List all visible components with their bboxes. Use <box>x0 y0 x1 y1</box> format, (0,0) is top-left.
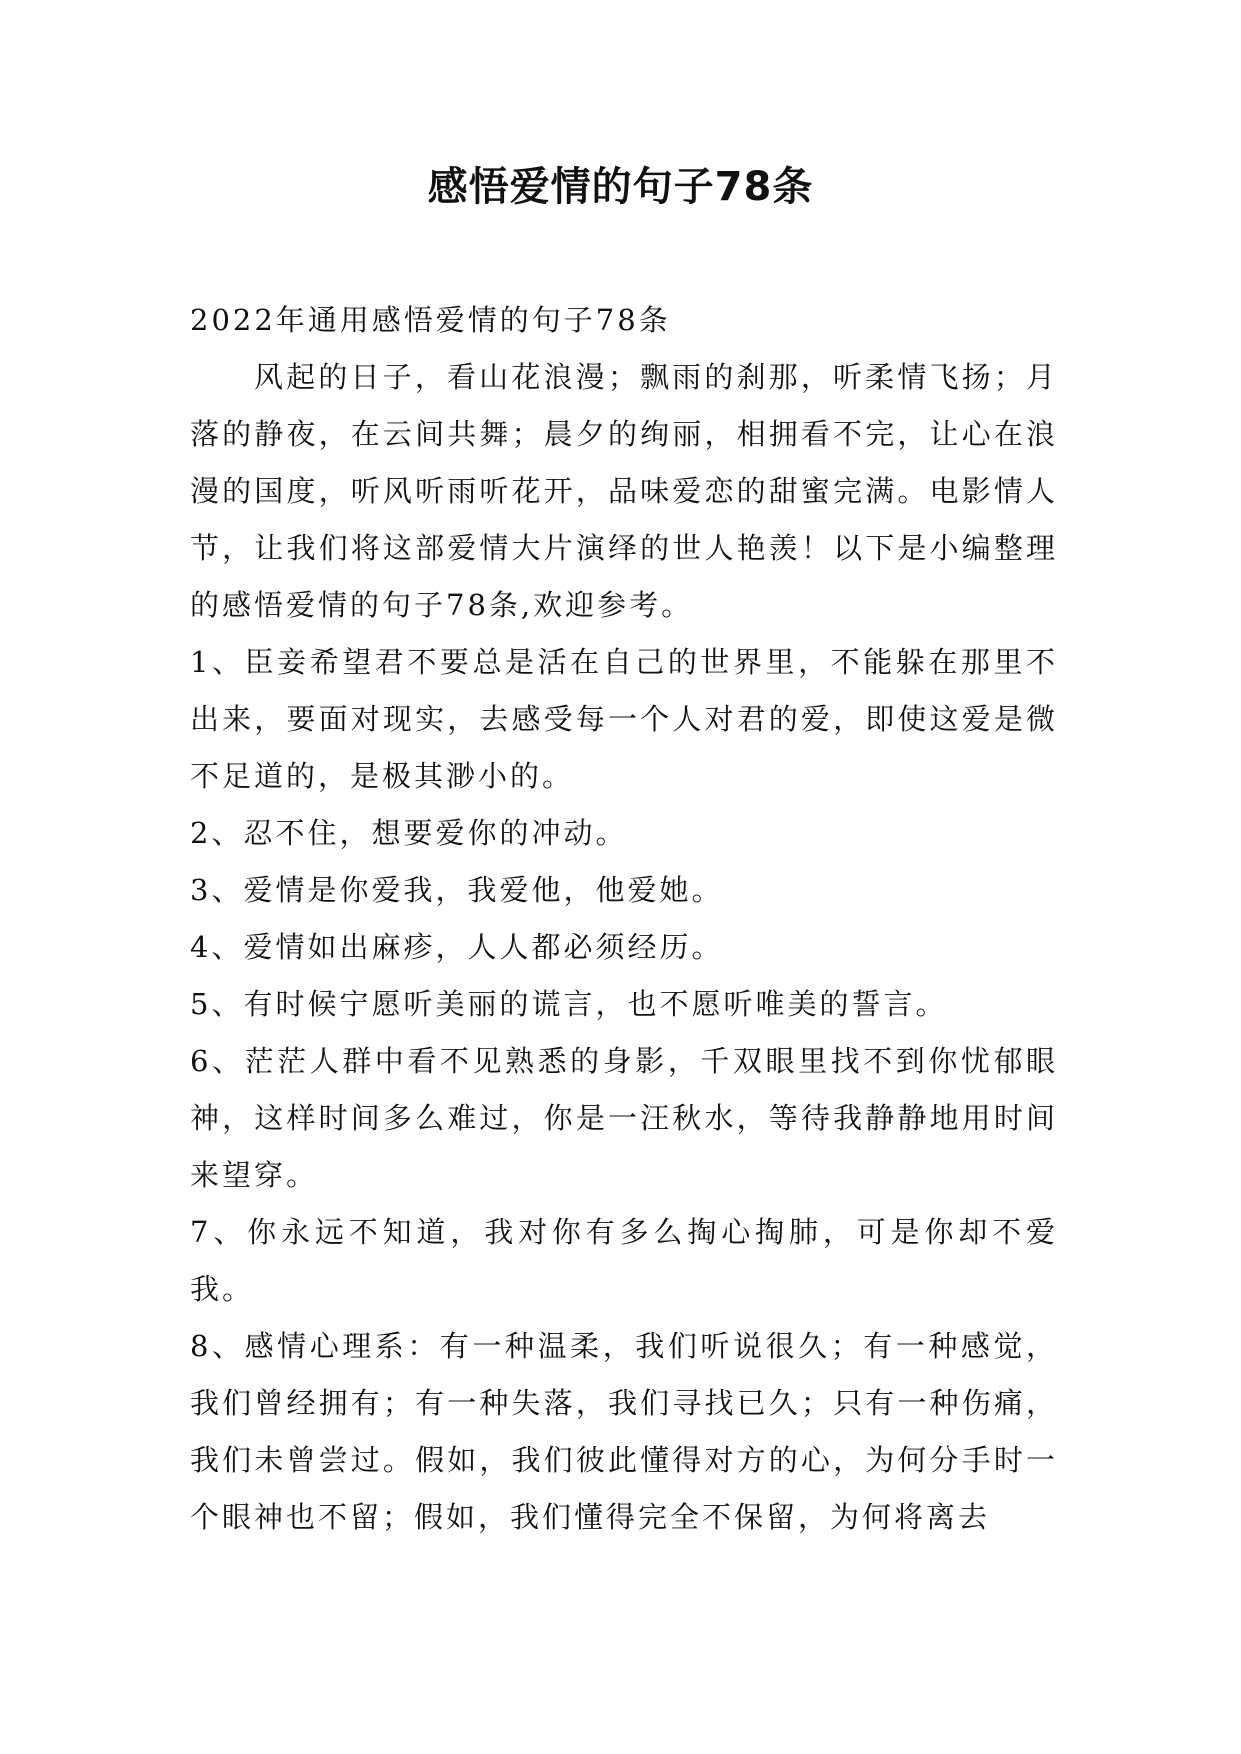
document-title: 感悟爱情的句子78条 <box>427 164 814 210</box>
paragraph-intro: 风起的日子，看山花浪漫；飘雨的刹那，听柔情飞扬；月落的静夜，在云间共舞；晨夕的绚丽，相拥看不完，让心在浪漫的国度，听风听雨听花开，品味爱恋的甜蜜完满。电影情人节，让我们将这部爱情大片演绎的世人艳羡！以下是小编整理的感悟爱情的句子78条,欢迎参考。 <box>190 360 1058 622</box>
list-item: 3、爱情是你爱我，我爱他，他爱她。 <box>190 873 724 907</box>
list-item: 8、感情心理系：有一种温柔，我们听说很久；有一种感觉，我们曾经拥有；有一种失落，我们寻找已久；只有一种伤痛，我们未曾尝过。假如，我们彼此懂得对方的心，为何分手时一个眼神也不留；假如，我们懂得完全不保留，为何将离去 <box>190 1329 1058 1534</box>
paragraph-subtitle: 2022年通用感悟爱情的句子78条 <box>190 303 671 337</box>
list-item: 6、茫茫人群中看不见熟悉的身影，千双眼里找不到你忧郁眼神，这样时间多么难过，你是一汪秋水，等待我静静地用时间来望穿。 <box>190 1044 1058 1192</box>
list-item: 7、你永远不知道，我对你有多么掏心掏肺，可是你却不爱我。 <box>190 1215 1058 1306</box>
list-item: 1、臣妾希望君不要总是活在自己的世界里，不能躲在那里不出来，要面对现实，去感受每一个人对君的爱，即使这爱是微不足道的，是极其渺小的。 <box>190 645 1058 793</box>
list-item: 5、有时候宁愿听美丽的谎言，也不愿听唯美的誓言。 <box>190 987 948 1021</box>
list-item: 4、爱情如出麻疹，人人都必须经历。 <box>190 930 724 964</box>
document-body <box>190 292 1058 1546</box>
list-item: 2、忍不住，想要爱你的冲动。 <box>190 816 628 850</box>
